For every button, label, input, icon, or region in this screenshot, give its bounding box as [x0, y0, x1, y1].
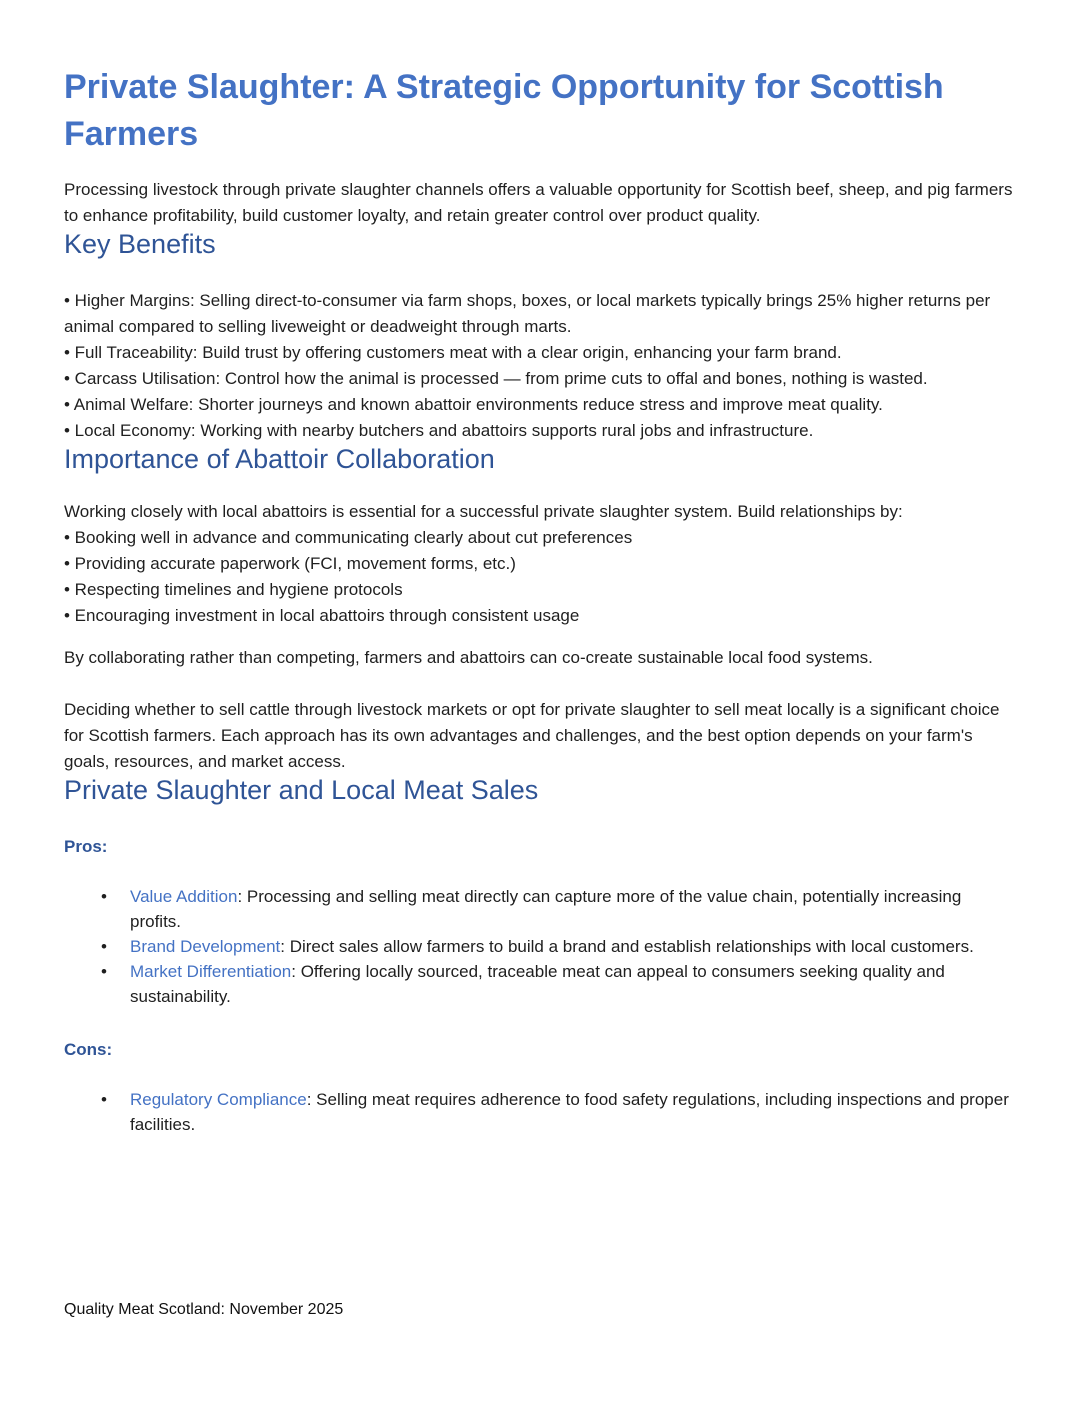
- deciding-paragraph: Deciding whether to sell cattle through livestock markets or opt for private slaughter to sell meat locally is a significant choice for Scottish farmers. Each approach has its own advantages and challenges, and the best option depends on your farm's goals, resources, and market access.: [64, 700, 1000, 771]
- collaboration-paragraph: By collaborating rather than competing, farmers and abattoirs can co-create sustainable local food systems.: [64, 648, 873, 667]
- key-benefits-list: [64, 288, 1016, 444]
- heading-key-benefits: Key Benefits: [64, 229, 216, 259]
- document-title: Private Slaughter: A Strategic Opportunity for Scottish Farmers: [64, 68, 944, 153]
- pros-item-term: Value Addition: [130, 887, 238, 906]
- pros-item-text: : Direct sales allow farmers to build a brand and establish relationships with local customers.: [280, 937, 974, 956]
- key-benefit-item: • Full Traceability: Build trust by offering customers meat with a clear origin, enhancing your farm brand.: [64, 343, 842, 362]
- key-benefit-item: • Higher Margins: Selling direct-to-consumer via farm shops, boxes, or local markets typically brings 25% higher returns per animal compared to selling liveweight or deadweight through marts.: [64, 291, 991, 336]
- abattoir-item: • Providing accurate paperwork (FCI, movement forms, etc.): [64, 554, 516, 573]
- abattoir-list: [64, 525, 1016, 629]
- page-footer: Quality Meat Scotland: November 2025: [64, 1301, 344, 1318]
- pros-label: Pros:: [64, 837, 108, 856]
- pros-list: [64, 884, 1016, 1009]
- document-content: [64, 0, 1016, 1137]
- cons-item-term: Regulatory Compliance: [130, 1090, 307, 1109]
- heading-local-meat-sales: Private Slaughter and Local Meat Sales: [64, 775, 539, 805]
- pros-item-term: Market Differentiation: [130, 962, 292, 981]
- key-benefit-item: • Animal Welfare: Shorter journeys and known abattoir environments reduce stress and improve meat quality.: [64, 395, 883, 414]
- key-benefit-item: • Local Economy: Working with nearby butchers and abattoirs supports rural jobs and infrastructure.: [64, 421, 814, 440]
- pros-item-text: : Offering locally sourced, traceable meat can appeal to consumers seeking quality and sustainability.: [130, 962, 945, 1006]
- abattoir-item: • Encouraging investment in local abattoirs through consistent usage: [64, 606, 580, 625]
- cons-item-text: : Selling meat requires adherence to food safety regulations, including inspections and proper facilities.: [130, 1090, 1009, 1134]
- abattoir-item: • Respecting timelines and hygiene protocols: [64, 580, 403, 599]
- cons-list: [64, 1087, 1016, 1137]
- cons-label: Cons:: [64, 1040, 113, 1059]
- abattoir-intro: Working closely with local abattoirs is essential for a successful private slaughter system. Build relationships by:: [64, 502, 903, 521]
- pros-item-text: : Processing and selling meat directly can capture more of the value chain, potentially increasing profits.: [130, 887, 962, 931]
- pros-item-term: Brand Development: [130, 937, 281, 956]
- intro-paragraph: Processing livestock through private slaughter channels offers a valuable opportunity for Scottish beef, sheep, and pig farmers to enhance profitability, build customer loyalty, and retain greater control over product quality.: [64, 180, 1013, 225]
- pros-item: [64, 934, 1016, 959]
- pros-item: [64, 959, 1016, 1009]
- cons-item: [64, 1087, 1016, 1137]
- abattoir-intro-block: [64, 499, 1016, 525]
- pros-item: [64, 884, 1016, 934]
- key-benefit-item: • Carcass Utilisation: Control how the animal is processed — from prime cuts to offal and bones, nothing is wasted.: [64, 369, 928, 388]
- abattoir-item: • Booking well in advance and communicating clearly about cut preferences: [64, 528, 633, 547]
- heading-abattoir-collaboration: Importance of Abattoir Collaboration: [64, 444, 495, 474]
